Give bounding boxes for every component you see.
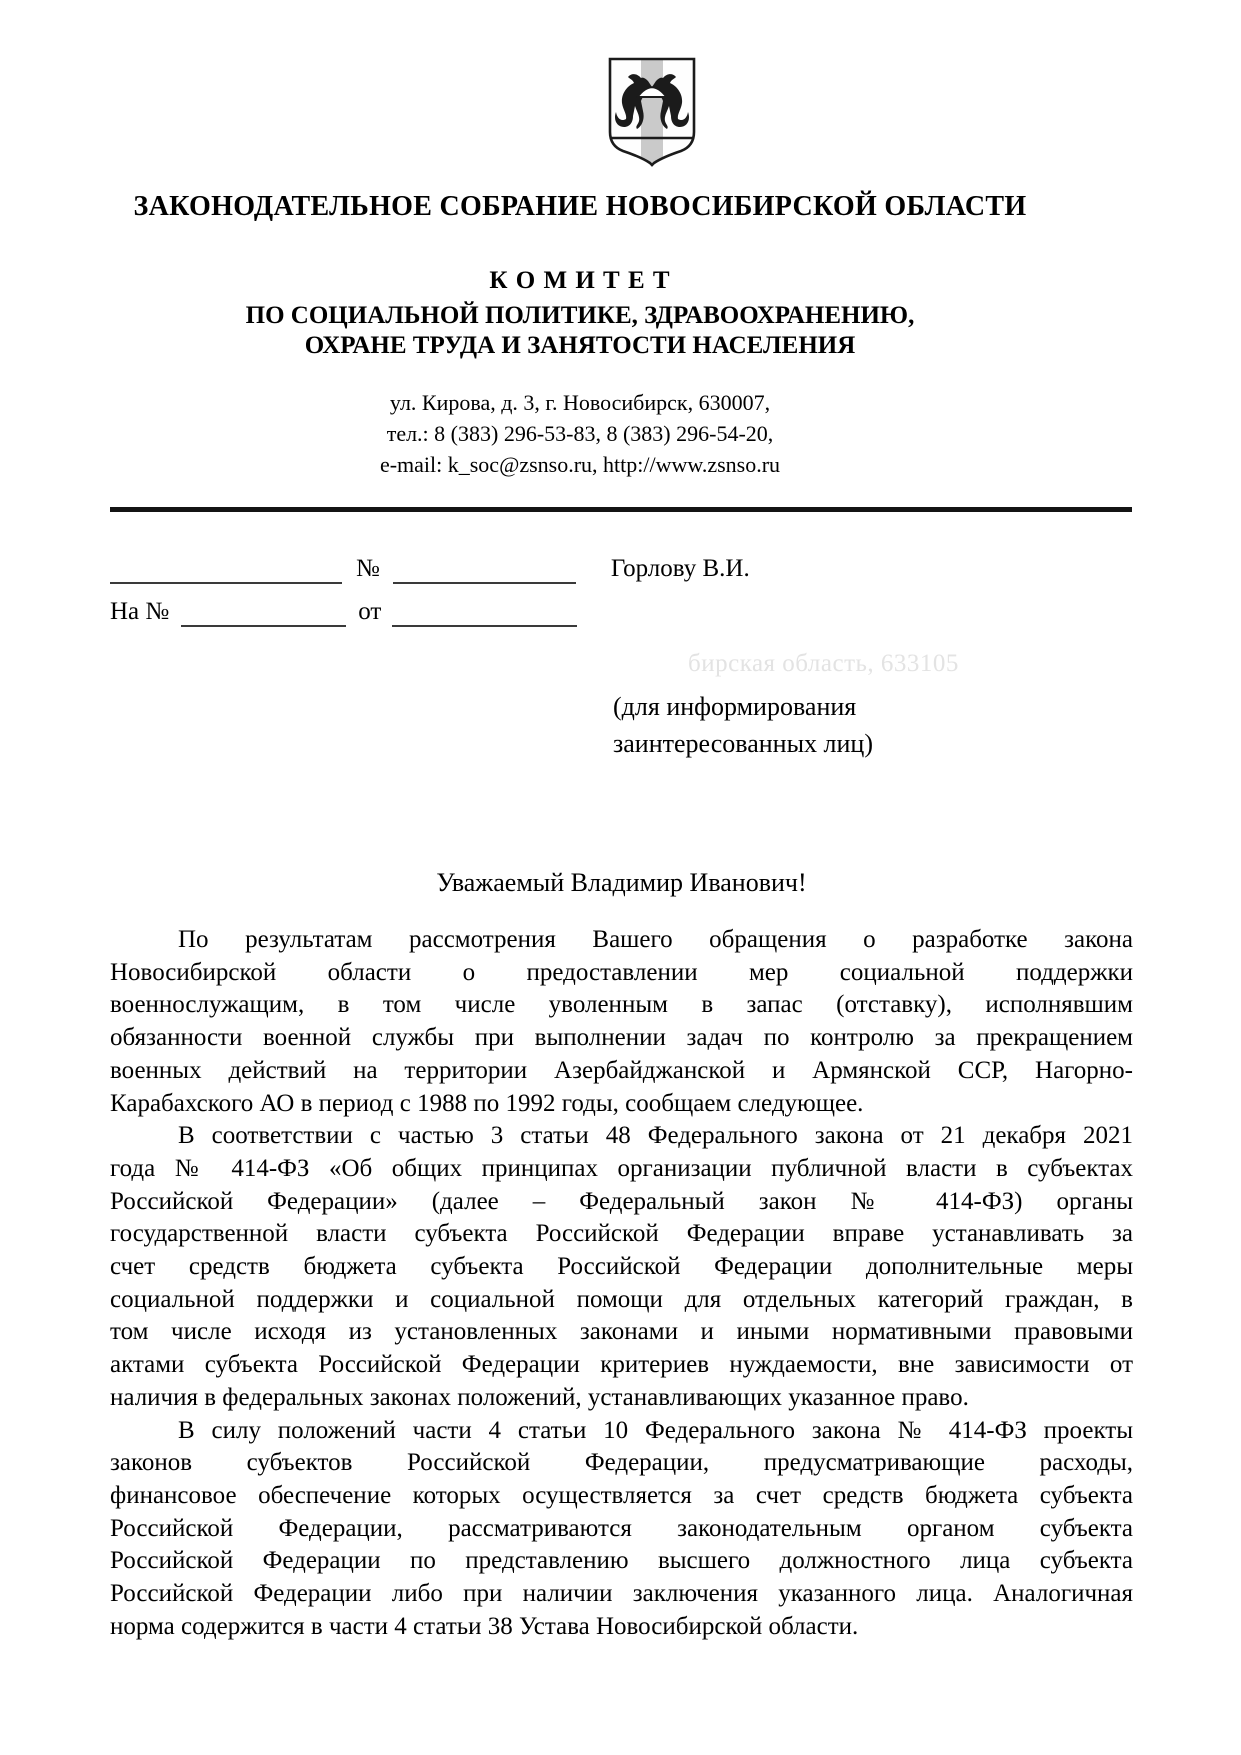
letterhead — [0, 190, 1160, 480]
number-sign: № — [356, 555, 380, 582]
body-line: В силу положений части 4 статьи 10 Федерального закона № 414-ФЗ проекты — [178, 1416, 1133, 1444]
number-blank-line — [393, 582, 576, 584]
contact-info — [0, 387, 1160, 480]
incoming-date-blank-line — [392, 625, 577, 627]
date-blank-line — [110, 582, 342, 584]
body-line: финансовое обеспечение которых осуществляется за счет средств бюджета субъекта — [110, 1481, 1133, 1509]
body-line: счет средств бюджета субъекта Российской Федерации дополнительные меры — [110, 1253, 1133, 1281]
incoming-number-blank-line — [181, 625, 346, 627]
addressee-name: Горлову В.И. — [610, 555, 750, 582]
body-line: Российской Федерации» (далее – Федеральный закон № 414-ФЗ) органы — [110, 1187, 1133, 1215]
committee-name-line2: ОХРАНЕ ТРУДА И ЗАНЯТОСТИ НАСЕЛЕНИЯ — [304, 332, 856, 359]
body-line: В соответствии с частью 3 статьи 48 Федерального закона от 21 декабря 2021 — [178, 1122, 1133, 1150]
header-divider — [110, 507, 1132, 512]
body-line: Российской Федерации по представлению высшего должностного лица субъекта — [110, 1547, 1133, 1575]
organization-title: ЗАКОНОДАТЕЛЬНОЕ СОБРАНИЕ НОВОСИБИРСКОЙ ОБЛАСТИ — [133, 191, 1027, 222]
committee-label: К О М И Т Е Т — [489, 267, 671, 294]
body-line: По результатам рассмотрения Вашего обращения о разработке закона — [178, 926, 1133, 953]
body-line: военных действий на территории Азербайджанской и Армянской ССР, Нагорно- — [110, 1056, 1133, 1084]
letter-body — [110, 924, 1133, 1643]
body-line: социальной поддержки и социальной помощи для отдельных категорий граждан, в — [110, 1285, 1133, 1313]
body-line: том числе исходя из установленных законами и иными нормативными правовыми — [110, 1318, 1133, 1346]
phone-line: тел.: 8 (383) 296-53-83, 8 (383) 296-54-20, — [386, 421, 774, 446]
body-line: Российской Федерации либо при наличии заключения указанного лица. Аналогичная — [110, 1580, 1133, 1608]
info-note-line1: (для информирования — [613, 692, 857, 721]
body-line: законов субъектов Российской Федерации, предусматривающие расходы, — [110, 1449, 1133, 1477]
salutation: Уважаемый Владимир Иванович! — [436, 868, 807, 897]
body-line: обязанности военной службы при выполнении задач по контролю за прекращением — [110, 1024, 1133, 1052]
info-note-line2: заинтересованных лиц) — [613, 729, 873, 758]
reference-block — [110, 550, 1132, 628]
ot-label: от — [358, 598, 382, 625]
body-line: государственной власти субъекта Российской Федерации вправе устанавливать за — [110, 1220, 1133, 1248]
body-line: норма содержится в части 4 статьи 38 Устава Новосибирской области. — [110, 1612, 859, 1640]
body-line: Российской Федерации, рассматриваются законодательным органом субъекта — [110, 1514, 1133, 1542]
body-line: актами субъекта Российской Федерации критериев нуждаемости, вне зависимости от — [110, 1351, 1133, 1379]
body-line: года № 414-ФЗ «Об общих принципах организации публичной власти в субъектах — [110, 1154, 1133, 1182]
body-line: Карабахского АО в период с 1988 по 1992 годы, сообщаем следующее. — [110, 1089, 864, 1117]
body-line: наличия в федеральных законах положений, устанавливающих указанное право. — [110, 1383, 969, 1411]
email-line: e-mail: k_soc@zsnso.ru, http://www.zsnso.ru — [379, 452, 781, 477]
faded-erased-text: бирская область, 633105 — [688, 650, 959, 677]
na-number-label: На № — [110, 598, 170, 625]
incoming-number-row — [110, 593, 1132, 628]
body-line: военнослужащим, в том числе уволенным в запас (отставку), исполнявшим — [110, 991, 1133, 1019]
outgoing-number-row — [110, 550, 1132, 585]
body-line: Новосибирской области о предоставлении мер социальной поддержки — [110, 958, 1133, 986]
committee-name-line1: ПО СОЦИАЛЬНОЙ ПОЛИТИКЕ, ЗДРАВООХРАНЕНИЮ, — [245, 302, 915, 329]
coat-of-arms-icon — [606, 56, 698, 168]
info-note — [613, 688, 873, 762]
address-line: ул. Кирова, д. 3, г. Новосибирск, 630007, — [389, 390, 771, 415]
